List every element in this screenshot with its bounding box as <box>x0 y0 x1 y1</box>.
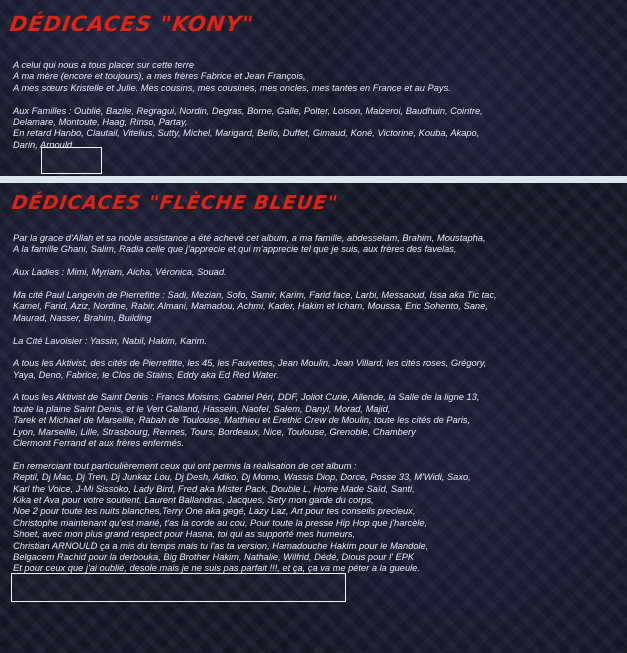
blank-line <box>13 256 618 267</box>
text-line: Darin, Arnould <box>13 139 73 150</box>
fleche-bleue-dedication-title: DÉDICACES "FLÈCHE BLEUE" <box>10 192 340 214</box>
text-line: Karl the Voice, J-Mi Sissoko, Lady Bird, Fred aka Mister Pack, Double L, Home Made Saïd, Santi, <box>13 483 415 494</box>
text-line: Reptil, Dj Mac, Dj Tren, Dj Junkaz Lou, Dj Desh, Adiko, Dj Momo, Wassis Diop, Dorce, Posse 33, M'Widi, Saxo, <box>13 472 471 483</box>
blank-line <box>13 381 618 392</box>
text-line: Et pour ceux que j'ai oublié, desole mais je ne suis pas parfait !!!, et ça, ça va me péter a la gueule. <box>13 563 420 574</box>
text-line: Aux Familles : Oublié, Bazile, Regragui, Nordin, Degras, Borne, Galle, Polter, Loison, Maizeroi, Baudhuin, Cointre, <box>13 105 483 116</box>
kony-dedication-title: DÉDICACES "KONY" <box>8 12 256 36</box>
christian-arnould-highlight-box <box>11 573 346 602</box>
text-line: Par la grace d'Allah et sa noble assistance a été achevé cet album, a ma famille, abdesselam, Brahim, Moustapha, <box>13 233 486 243</box>
fleche-bleue-dedication-text <box>13 233 618 575</box>
text-line: Clermont Ferrand et aux frères enfermés. <box>13 438 185 449</box>
text-line: Lyon, Marseille, Lille, Strasbourg, Rennes, Tours, Bordeaux, Nice, Toulouse, Grenoble, Chambery <box>13 426 416 437</box>
kony-dedication-text <box>13 60 618 151</box>
text-line: Delamare, Montoute, Haag, Rinso, Partay, <box>13 116 188 127</box>
text-line: Maurad, Nasser, Brahim, Building <box>13 312 152 323</box>
text-line: A tous les Aktivist de Saint Denis : Francs Moisins, Gabriel Péri, DDF, Joliot Curie, Allende, la Salle de la ligne 13, <box>13 392 480 403</box>
text-line: A la famille Ghani, Salim, Radia celle que j'apprecie et qui m'apprecie tel que je suis, aux frères des favelas, <box>13 244 457 255</box>
text-line: Christophe maintenant qu'est marié, t'as la corde au cou, Pour toute la presse Hip Hop que j'harcèle, <box>13 517 428 528</box>
text-line: Christian ARNOULD ça a mis du temps mais tu l'as ta version, Hamadouche Hakim pour le Mandole, <box>13 540 429 551</box>
arnould-highlight-box <box>41 147 102 174</box>
text-line: Shoet, avec mon plus grand respect pour Hasna, toi qui as supporté mes humeurs, <box>13 529 356 540</box>
text-line: toute la plaine Saint Denis, et le Vert Galland, Hassein, Naofel, Salem, Danyl, Morad, Majid, <box>13 403 391 414</box>
blank-line <box>13 347 618 358</box>
text-line: Tarek et Michael de Marseille, Rabah de Toulouse, Matthieu et Erethic Crew de Moulin, toute les cités de Paris, <box>13 415 471 426</box>
text-line: Kika et Ava pour votre soutient, Laurent Ballandras, Jacques, Sety mon garde du corps, <box>13 494 374 505</box>
text-line: La Cité Lavoisier : Yassin, Nabil, Hakim, Karim. <box>13 335 207 346</box>
text-line: Ma cité Paul Langevin de Pierrefitte : Sadi, Mezian, Sofo, Samir, Karim, Farid face, Larbi, Messaoud, Issa aka Tic tac, <box>13 289 497 300</box>
text-line: Belgacem Rachid pour la derbouka, Big Brother Hakim, Nathalie, Wilfrid, Dédé, Dious pour l' EPK <box>13 551 415 562</box>
text-line: A mes sœurs Kristelle et Julie. Mes cousins, mes cousines, mes oncles, mes tantes en France et au Pays. <box>13 82 451 93</box>
text-line: A tous les Aktivist, des cités de Pierrefitte, les 45, les Fauvettes, Jean Moulin, Jean Villard, les cités roses, Grégory, <box>13 358 487 369</box>
text-line: Yaya, Deno, Fabrice, le Clos de Stains, Eddy aka Ed Red Water. <box>13 369 279 380</box>
blank-line <box>13 449 618 460</box>
panel-divider <box>0 176 627 183</box>
blank-line <box>13 279 618 290</box>
text-line: Kamel, Farid, Aziz, Nordine, Rabir, Almani, Mamadou, Achmi, Kader, Hakim et Icham, Moussa, Eric Sohento, Sane, <box>13 301 488 312</box>
text-line: En retard Hanbo, Clautail, Vitelius, Sutty, Michel, Marigard, Bello, Duffet, Gimaud, Koné, Victorine, Kouba, Akapo, <box>13 128 480 139</box>
blank-line <box>13 324 618 335</box>
text-line: En remerciant tout particulièrement ceux qui ont permis la réalisation de cet album : <box>13 460 357 471</box>
text-line: A ma mère (encore et toujours), a mes frères Fabrice et Jean François, <box>13 71 306 82</box>
blank-line <box>13 94 618 105</box>
text-line: Noe 2 pour toute tes nuits blanches,Terry One aka gegé, Lazy Laz, Art pour tes conseils precieux, <box>13 506 416 517</box>
text-line: Aux Ladies : Mimi, Myriam, Aicha, Véronica, Souad. <box>13 267 227 278</box>
text-line: A celui qui nous a tous placer sur cette terre <box>13 60 195 70</box>
